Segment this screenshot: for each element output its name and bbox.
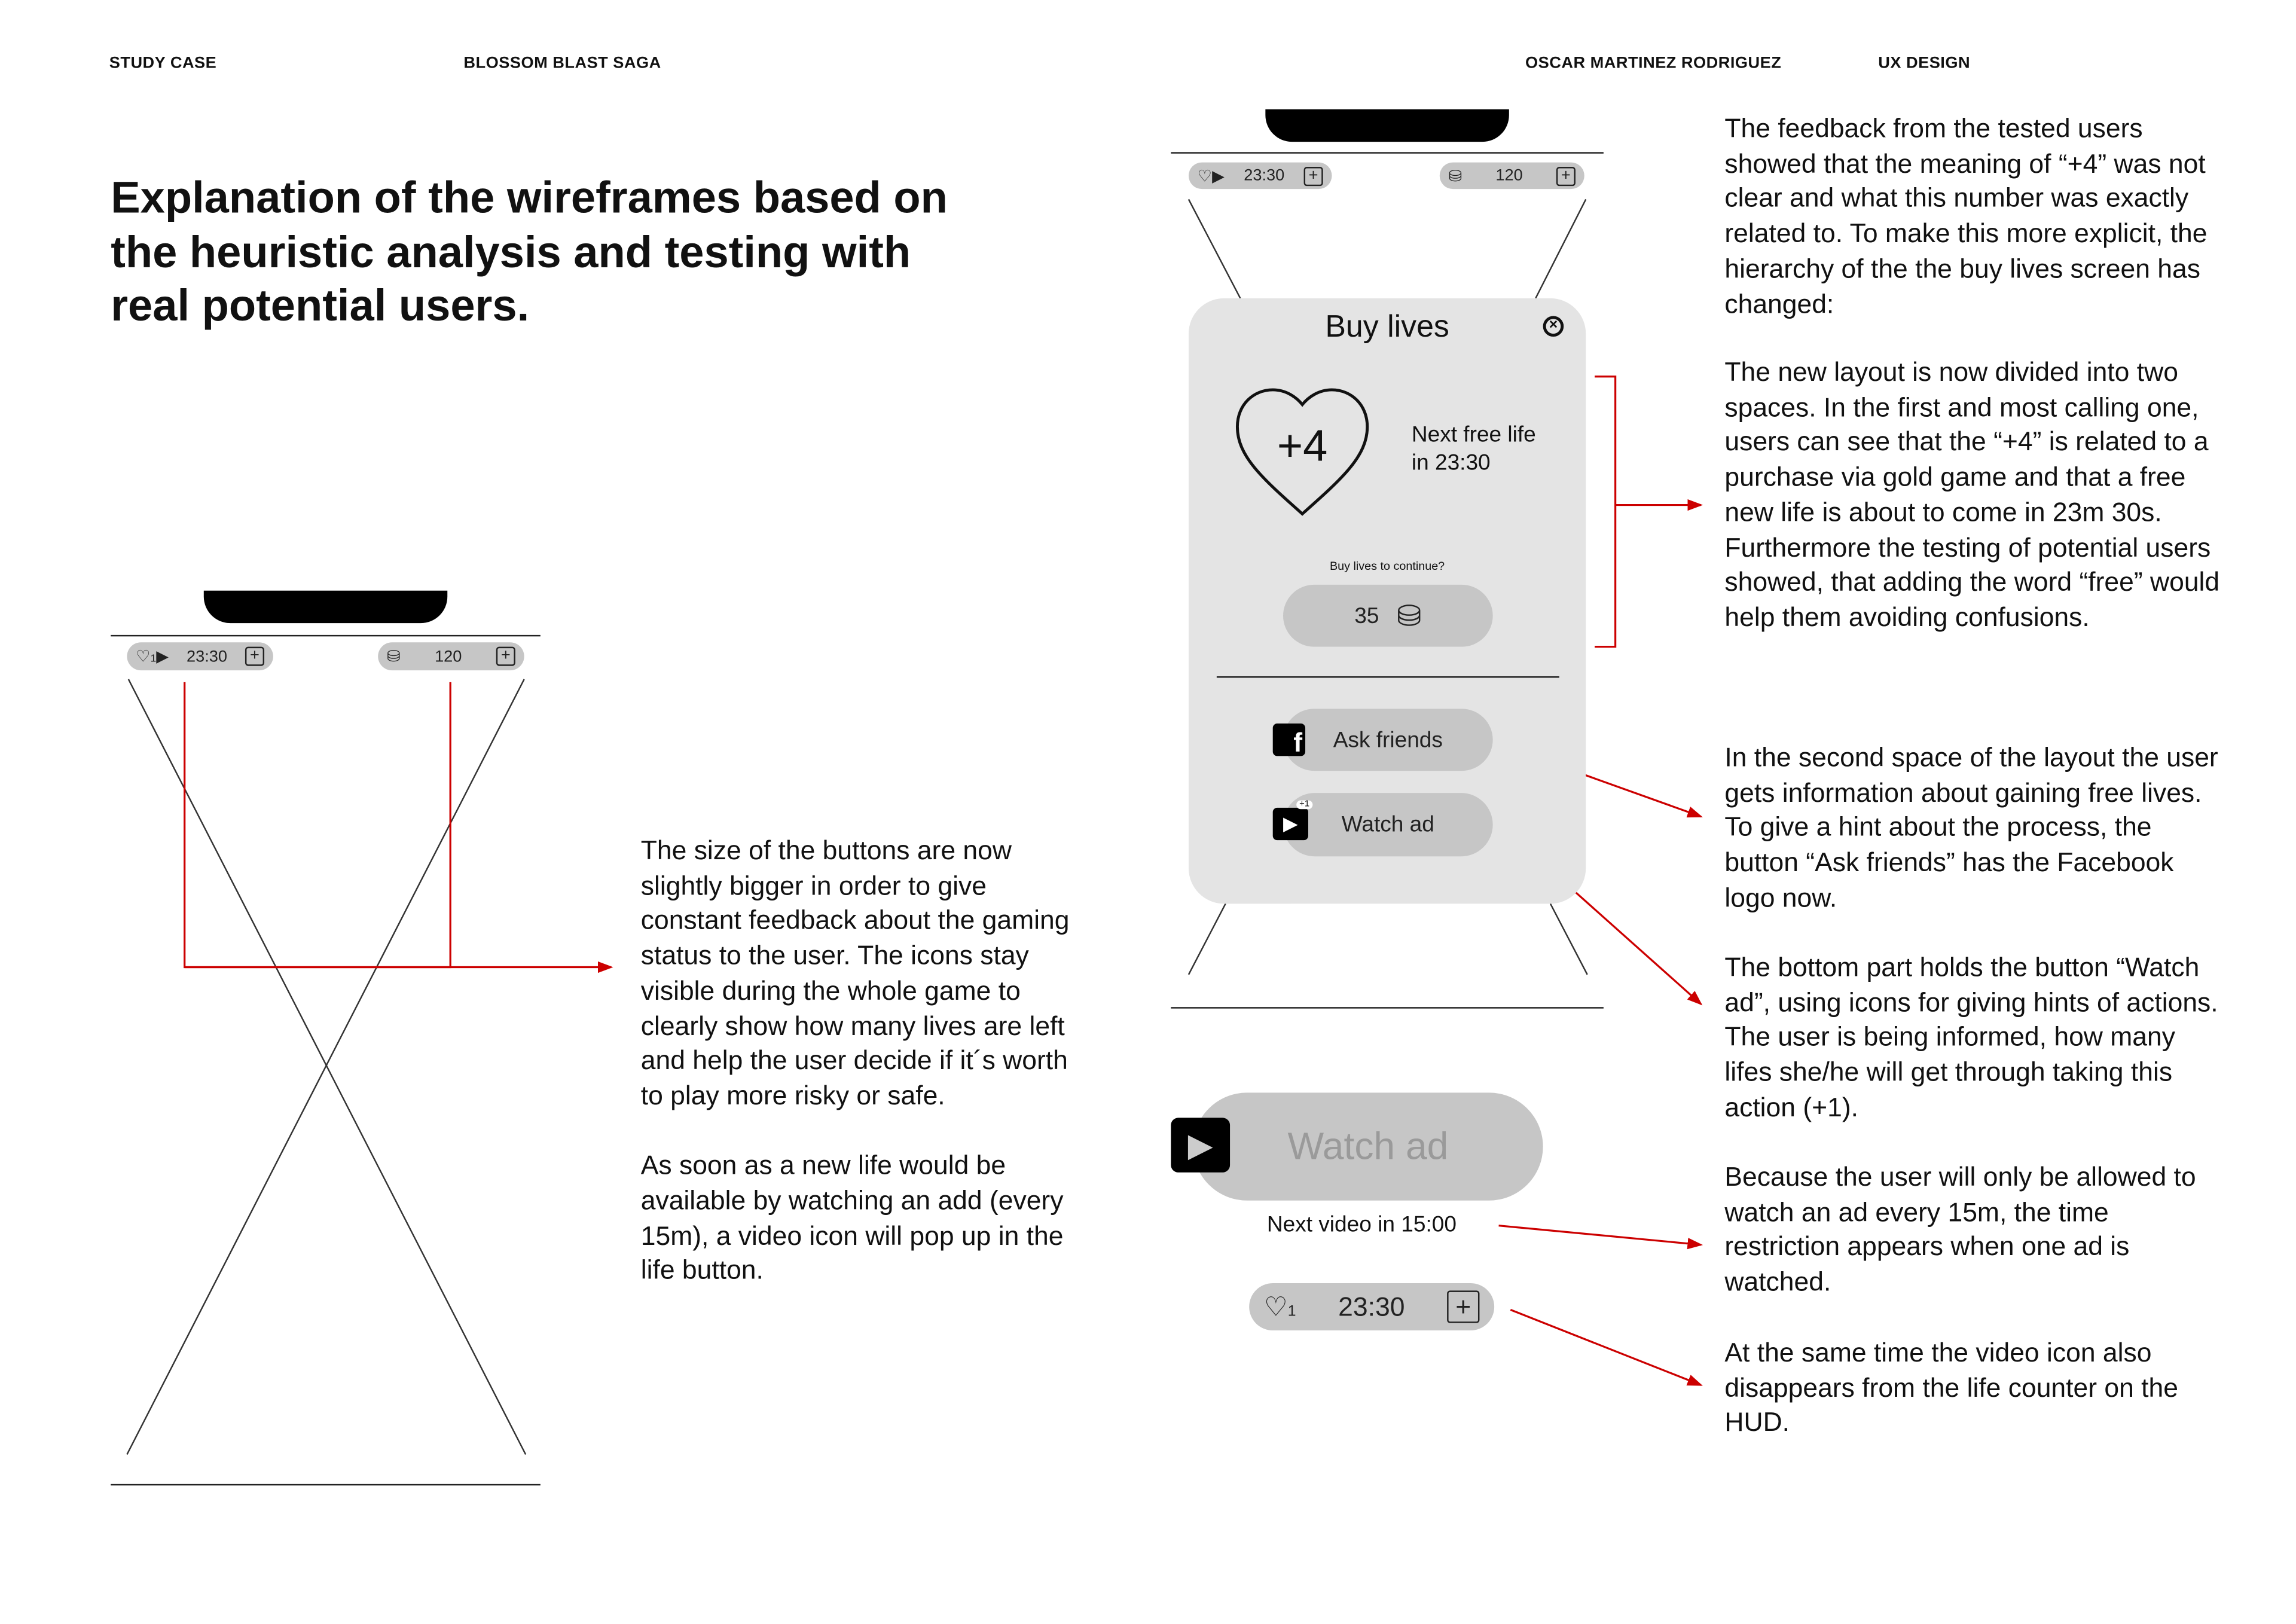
lives-timer: 23:30 xyxy=(187,647,228,666)
annotation-bracket xyxy=(185,682,451,967)
note-feedback: The feedback from the tested users showed that the meaning of “+4” was not clear and what this number was exactly related to. To make this more explicit, the hierarchy of the the buy lives screen has changed: xyxy=(1724,114,2208,319)
add-lives-button[interactable]: + xyxy=(245,647,264,666)
price-value: 35 xyxy=(1354,603,1379,628)
next-video-timer: Next video in 15:00 xyxy=(1266,1212,1457,1238)
lives-counter-no-video[interactable] xyxy=(1249,1283,1494,1330)
ask-friends-label: Ask friends xyxy=(1333,727,1443,753)
annotation-arrow xyxy=(1510,1309,1701,1385)
dialog-title: Buy lives xyxy=(1325,310,1449,344)
add-coins-button[interactable]: + xyxy=(496,647,515,666)
coins-value: 120 xyxy=(1495,167,1523,185)
facebook-icon: f xyxy=(1273,724,1305,756)
coins-counter[interactable] xyxy=(378,642,524,670)
heart-video-icon: ♡1▶ xyxy=(136,648,169,666)
coins-icon: ⛁ xyxy=(387,648,401,666)
plus-one-heart-badge: +1 xyxy=(1296,800,1312,809)
add-coins-button[interactable]: + xyxy=(1556,166,1576,185)
note-time-restriction: Because the user will only be allowed to watch an ad every 15m, the time restriction appears when one ad is watched. xyxy=(1724,1162,2196,1297)
heart-video-icon: ♡▶ xyxy=(1197,167,1225,185)
coins-icon: ⛁ xyxy=(1397,600,1422,633)
lives-timer: 23:30 xyxy=(1244,167,1285,185)
note-second-space: In the second space of the layout the user gets information about gaining free lives. To give a hint about the process, the button “Ask friends” has the Facebook logo now. xyxy=(1724,743,2218,912)
note-hud: At the same time the video icon also disappears from the life counter on the HUD. xyxy=(1724,1338,2178,1437)
annotation-bracket xyxy=(1595,377,1616,647)
note-layout: The new layout is now divided into two spaces. In the first and most calling one, users can see that the “+4” is related to a purchase via gold game and that a free new life is about to come in 23m 30s. Furthermore the testing of potential users showed, that adding the word “free” would help them avoiding confusions. xyxy=(1724,357,2220,632)
header-study-case: STUDY CASE xyxy=(109,54,217,73)
phone-notch xyxy=(204,591,447,623)
watch-ad-disabled-button[interactable] xyxy=(1193,1092,1543,1200)
add-lives-button[interactable]: + xyxy=(1447,1290,1479,1323)
buy-lives-button[interactable] xyxy=(1283,585,1493,647)
lives-timer: 23:30 xyxy=(1338,1291,1405,1321)
add-lives-button[interactable]: + xyxy=(1304,166,1323,185)
watch-ad-label: Watch ad xyxy=(1287,1124,1449,1168)
placeholder-cross-line xyxy=(129,679,526,1454)
next-free-life: Next free life in 23:30 xyxy=(1411,422,1536,476)
divider xyxy=(1171,1007,1604,1008)
buy-prompt: Buy lives to continue? xyxy=(1329,559,1445,573)
page-title: Explanation of the wireframes based on the heuristic analysis and testing with real potential users. xyxy=(111,174,948,331)
video-play-icon: ▶ xyxy=(1273,808,1308,840)
buy-lives-dialog xyxy=(1189,298,1586,903)
heart-icon: ♡1 xyxy=(1263,1291,1296,1321)
header-discipline: UX DESIGN xyxy=(1878,54,1971,73)
phone-notch xyxy=(1265,109,1509,142)
coins-counter[interactable] xyxy=(1440,163,1584,189)
watch-ad-button[interactable] xyxy=(1283,793,1493,856)
lives-counter[interactable] xyxy=(1189,163,1332,189)
plus-lives: +4 xyxy=(1277,422,1328,471)
hud-explanation: The size of the buttons are now slightly bigger in order to give constant feedback about the gaming status to the user. The icons stay visible during the whole game to clearly show how many lives are left and help the user decide if it´s worth to play more risky or safe. As soon as a new life would be available by watching an add (every 15m), a video icon will pop up in the life button. xyxy=(640,835,1070,1286)
header-project: BLOSSOM BLAST SAGA xyxy=(463,54,661,73)
divider xyxy=(1171,152,1604,153)
coins-icon: ⛁ xyxy=(1448,167,1463,185)
coins-value: 120 xyxy=(435,647,462,666)
placeholder-cross-line xyxy=(127,679,524,1454)
lives-counter[interactable] xyxy=(127,642,273,670)
divider xyxy=(1217,676,1559,677)
ask-friends-button[interactable] xyxy=(1283,709,1493,771)
divider xyxy=(111,635,541,636)
video-play-icon: ▶ xyxy=(1171,1118,1230,1172)
watch-ad-label: Watch ad xyxy=(1341,812,1434,838)
close-icon[interactable]: × xyxy=(1543,316,1564,337)
divider xyxy=(111,1484,541,1485)
header-author: OSCAR MARTINEZ RODRIGUEZ xyxy=(1525,54,1782,73)
note-watch-ad: The bottom part holds the button “Watch ad”, using icons for giving hints of actions. The user is being informed, how many lifes she/he will get through taking this action (+1). xyxy=(1724,952,2218,1122)
annotation-arrow xyxy=(1499,1226,1701,1245)
